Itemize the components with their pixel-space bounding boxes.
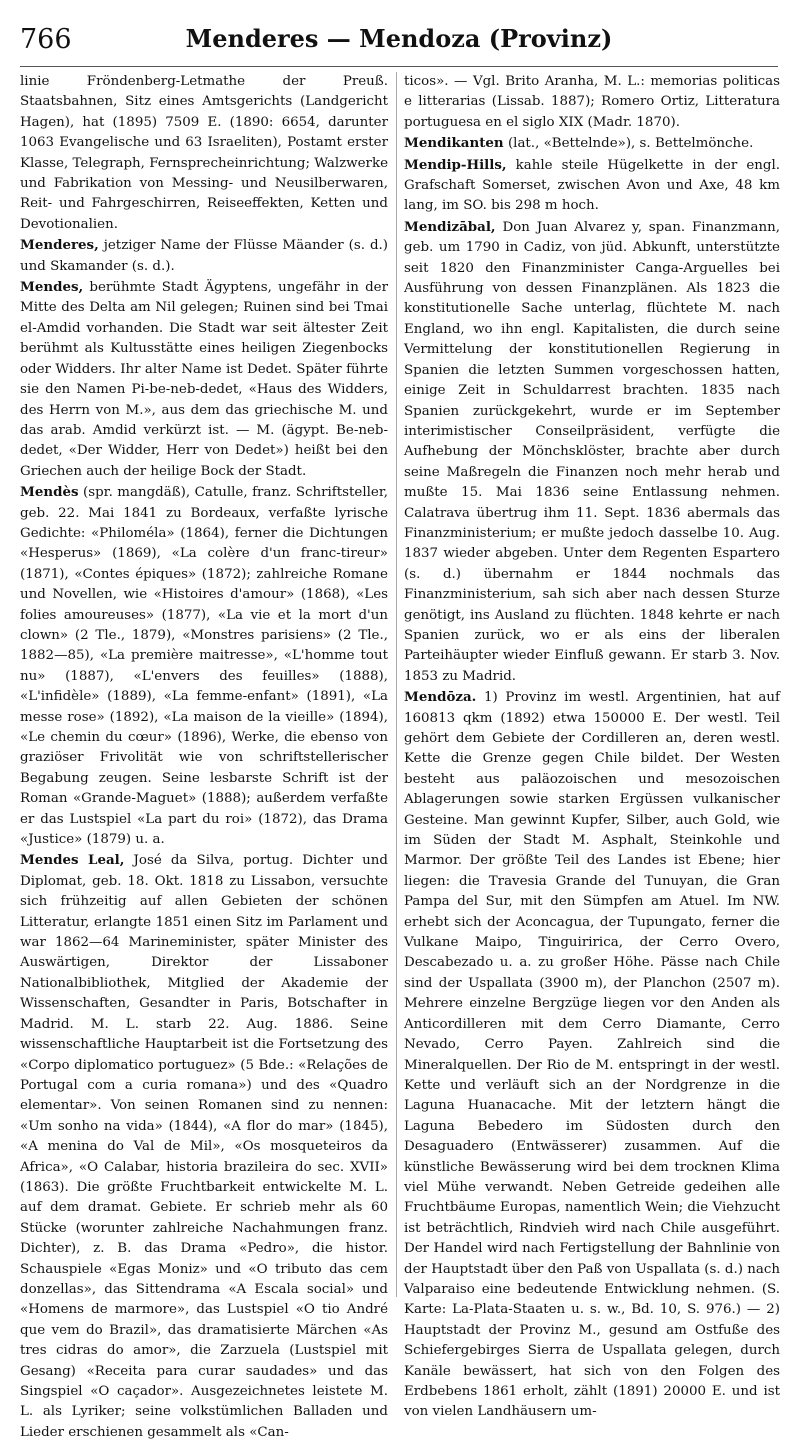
- entry-mendes-leal: [20, 850, 388, 1443]
- entry-menderes: [20, 235, 388, 277]
- entry-lemma: Mendes,: [20, 279, 84, 296]
- entry-lemma: Menderes,: [20, 237, 99, 254]
- page-number: 766: [20, 24, 72, 55]
- header-rule: [20, 66, 778, 67]
- entry-mendip-hills: [404, 155, 780, 217]
- entry-lemma: Mendip-Hills,: [404, 156, 507, 173]
- entry-text: 1) Provinz im westl. Argentinien, hat auf 160813 qkm (1892) etwa 150000 E. Der westl. Teil gehört dem Gebiete der Cordilleren an, deren westl. Kette die Grenze gegen Chile bildet. Der Westen besteht aus paläozoischen und mesozoischen Ablagerungen sowie starken Ergüssen vulkanischer Gesteine. Man gewinnt Kupfer, Silber, auch Gold, wie im Süden der Stadt M. Asphalt, Steinkohle und Marmor. Der größte Teil des Landes ist Ebene; hier liegen: die Travesia Grande del Tunuyan, die Gran Pampa del Sur, mit den Sümpfen am Atuel. Im NW. erhebt sich der Aconcagua, der Tupungato, ferner die Vulkane Maipo, Tinguiririca, der Cerro Overo, Descabezado u. a. zu großer Höhe. Pässe nach Chile sind der Uspallata (3900 m), der Planchon (2507 m). Mehrere einzelne Bergzüge liegen vor den Anden als Anticordilleren mit dem Cerro Diamante, Cerro Nevado, Cerro Payen. Zahlreich sind die Mineralquellen. Der Rio de M. entspringt in der westl. Kette und verläuft sich an der Nordgrenze in die Laguna Huanacache. Mit der letztern hängt die Laguna Bebedero im Südosten durch den Desaguadero (Entwässerer) zusammen. Auf die künstliche Bewässerung wird bei dem trocknen Klima viel Mühe verwandt. Neben Getreide gedeihen alle Fruchtbäume Europas, namentlich Wein; die Viehzucht ist beträchtlich, Rindvieh wird nach Chile ausgeführt. Der Handel wird nach Fertigstellung der Bahnlinie von der Hauptstadt über den Paß von Uspallata (s. d.) nach Valparaiso eine bedeutende Entwicklung nehmen. (S. Karte: La-Plata-Staaten u. s. w., Bd. 10, S. 976.) — 2) Hauptstadt der Provinz M., gesund am Ostfuße des Schiefergebirges Sierra de Uspallata gelegen, durch Kanäle bewässert, hat sich von den Folgen des Erdbebens 1861 erholt, zählt (1891) 20000 E. und ist von vielen Landhäusern um-: [404, 690, 780, 1420]
- entry-mendes-leal-continuation: [404, 72, 780, 133]
- entry-frondenberg-continuation: [20, 72, 388, 235]
- column-divider: [396, 72, 397, 1297]
- entry-mendes: [20, 277, 388, 482]
- entry-text: kahle steile Hügelkette in der engl. Grafschaft Somerset, zwischen Avon und Axe, 48 km lang, im SO. bis 298 m hoch.: [404, 157, 780, 214]
- entry-lemma: Mendizābal,: [404, 218, 496, 235]
- entry-text: (spr. mangdäß), Catulle, franz. Schriftsteller, geb. 22. Mai 1841 zu Bordeaux, verfaßte lyrische Gedichte: «Philoméla» (1864), ferner die Dichtungen «Hesperus» (1869), «La colère d'un franc-tireur» (1871), «Contes épiques» (1872); zahlreiche Romane und Novellen, wie «Histoires d'amour» (1868), «Les folies amoureuses» (1877), «La vie et la mort d'un clown» (2 Tle., 1879), «Monstres parisiens» (2 Tle., 1882—85), «La première maitresse», «L'homme tout nu» (1887), «L'envers des feuilles» (1888), «L'infidèle» (1889), «La femme-enfant» (1891), «La messe rose» (1892), «La maison de la vieille» (1894), «Le chemin du cœur» (1896), Werke, die ebenso von graziöser Frivolität wie von schriftstellerischer Begabung zeugen. Seine lesbarste Schrift ist der Roman «Grande-Maguet» (1888); außerdem verfaßte er das Lustspiel «La part du roi» (1872), das Drama «Justice» (1879) u. a.: [20, 485, 388, 848]
- entry-text: (lat., «Bettelnde»), s. Bettelmönche.: [507, 136, 754, 152]
- entry-text: José da Silva, portug. Dichter und Diplomat, geb. 18. Okt. 1818 zu Lissabon, versuchte sich frühzeitig auf allen Gebieten der schönen Litteratur, erlangte 1851 einen Sitz im Parlament und war 1862—64 Marineminister, später Minister des Auswärtigen, Direktor der Lissaboner Nationalbibliothek, Mitglied der Akademie der Wissenschaften, Gesandter in Paris, Botschafter in Madrid. M. L. starb 22. Aug. 1886. Seine wissenschaftliche Hauptarbeit ist die Fortsetzung des «Corpo diplomatico portuguez» (5 Bde.: «Relações de Portugal com a curia romana») und des «Quadro elementar». Von seinen Romanen sind zu nennen: «Um sonho na vida» (1844), «A flor do mar» (1845), «A menina do Val de Mil», «Os mosqueteiros da Africa», «O Calabar, historia brazileira do sec. XVII» (1863). Die größte Fruchtbarkeit entwickelte M. L. auf dem dramat. Gebiete. Er schrieb mehr als 60 Stücke (worunter zahlreiche Nachahmungen franz. Dichter), z. B. das Drama «Pedro», die histor. Schauspiele «Egas Moniz» und «O tributo das cem donzellas», das Sittendrama «A Escala social» und «Homens de marmore», das Lustspiel «O tio André que vem do Brazil», das dramatisierte Märchen «As tres cidras do amor», die Zarzuela (Lustspiel mit Gesang) «Receita para curar saudades» und das Singspiel «O caçador». Ausgezeichnetes leistete M. L. als Lyriker; seine volkstümlichen Balladen und Lieder erschienen gesammelt als «Can-: [20, 853, 388, 1440]
- right-column: [404, 72, 780, 1420]
- entry-text: Don Juan Alvarez y, span. Finanzmann, geb. um 1790 in Cadiz, von jüd. Abkunft, unterstützte seit 1820 den Finanzminister Canga-Arguelles bei Ausführung von dessen Finanzplänen. Als 1823 die konstitutionelle Sache unterlag, flüchtete M. nach England, wo ihn engl. Kapitalisten, die durch seine Vermittelung der konstitutionellen Regierung in Spanien die letzten Summen vorgeschossen hatten, einige Zeit in Schuldarrest brachten. 1835 nach Spanien zurückgekehrt, wurde er im September interimistischer Conseilpräsident, verfügte die Aufhebung der Mönchsklöster, brachte aber durch seine Maßregeln die Finanzen noch mehr herab und mußte 15. Mai 1836 seine Entlassung nehmen. Calatrava übertrug ihm 11. Sept. 1836 abermals das Finanzministerium; er mußte jedoch dasselbe 10. Aug. 1837 wieder abgeben. Unter dem Regenten Espartero (s. d.) übernahm er 1844 nochmals das Finanzministerium, sah sich aber nach dessen Sturze genötigt, ins Ausland zu flüchten. 1848 kehrte er nach Spanien zurück, wo er als eins der liberalen Parteihäupter wieder Einfluß gewann. Er starb 3. Nov. 1853 zu Madrid.: [404, 219, 780, 684]
- entry-text: ticos». — Vgl. Brito Aranha, M. L.: memorias politicas e litterarias (Lissab. 1887); Romero Ortiz, Litteratura portuguesa en el siglo XIX (Madr. 1870).: [404, 74, 780, 130]
- left-column: [20, 72, 389, 1440]
- entry-mendes-catulle: [20, 482, 388, 850]
- entry-lemma: Mendikanten: [404, 135, 504, 152]
- entry-lemma: Mendes Leal,: [20, 852, 125, 869]
- entry-text: linie Fröndenberg-Letmathe der Preuß. Staatsbahnen, Sitz eines Amtsgerichts (Landgericht Hagen), hat (1895) 7509 E. (1890: 6654, darunter 1063 Evangelische und 63 Israeliten), Postamt erster Klasse, Telegraph, Fernsprecheinrichtung; Walzwerke und Fabrikation von Messing- und Neusilberwaren, Reit- und Fahrgeschirren, Reiseeffekten, Ketten und Devotionalien.: [20, 74, 388, 232]
- running-head: Menderes — Mendoza (Provinz): [185, 24, 613, 53]
- entry-lemma: Mendōza.: [404, 689, 477, 706]
- entry-mendizabal: [404, 217, 780, 687]
- entry-lemma: Mendès: [20, 484, 79, 501]
- entry-mendikanten: [404, 133, 780, 154]
- entry-mendoza: [404, 687, 780, 1423]
- entry-text: jetziger Name der Flüsse Mäander (s. d.) und Skamander (s. d.).: [20, 238, 388, 274]
- entry-text: berühmte Stadt Ägyptens, ungefähr in der Mitte des Delta am Nil gelegen; Ruinen sind bei Tmai el-Amdid vorhanden. Die Stadt war seit ältester Zeit berühmt als Kultusstätte eines heiligen Ziegenbocks oder Widders. Ihr alter Name ist Dedet. Später führte sie den Namen Pi-be-neb-dedet, «Haus des Widders, des Herrn von M.», aus dem das griechische M. und das arab. Amdid verkürzt ist. — M. (ägypt. Be-neb-dedet, «Der Widder, Herr von Dedet») heißt bei den Griechen auch der heilige Bock der Stadt.: [20, 280, 389, 479]
- page-header: [20, 24, 778, 64]
